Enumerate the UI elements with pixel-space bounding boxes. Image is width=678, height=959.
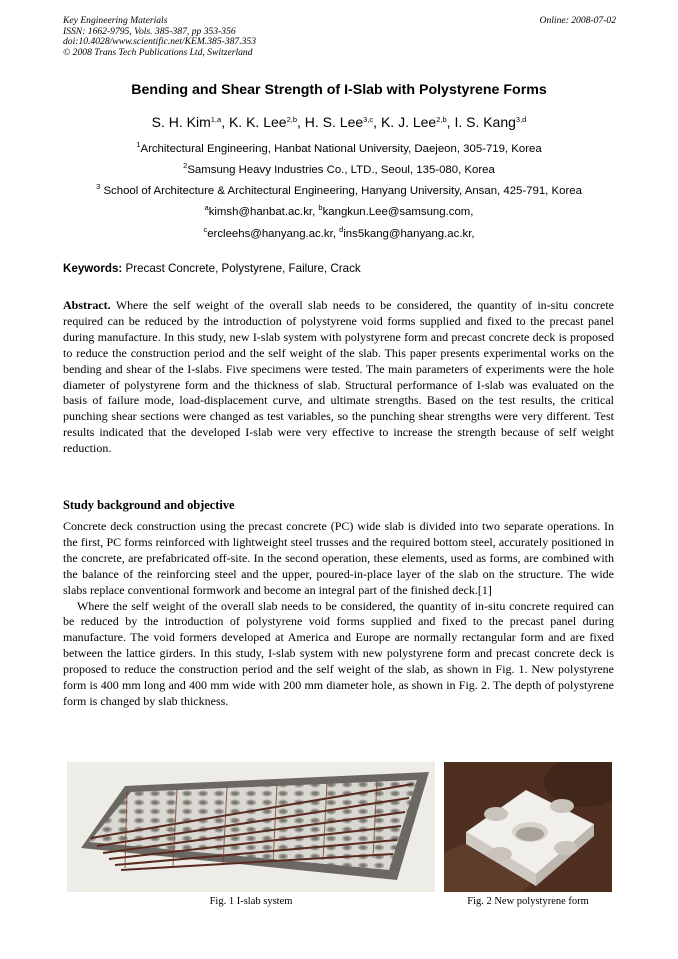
author-name: H. S. Lee [304,114,364,130]
email-address[interactable]: ercleehs@hanyang.ac.kr, [207,228,336,240]
email-line-2 [0,225,678,240]
author-name: I. S. Kang [454,114,516,130]
affiliation-2 [0,161,678,176]
figure-1-caption: Fig. 1 I-slab system [209,896,293,907]
author-sup: 3,d [515,115,527,124]
author-name: K. J. Lee [380,114,437,130]
abstract [63,298,614,457]
affiliation-text: School of Architecture & Architectural Engineering, Hanyang University, Ansan, 425-791, Korea [103,185,582,197]
affiliation-text: Architectural Engineering, Hanbat National University, Daejeon, 305-719, Korea [140,143,542,155]
affiliation-1 [0,140,678,155]
affiliation-sup: 2 [183,161,188,170]
body-paragraph: Concrete deck construction using the precast concrete (PC) wide slab is divided into two separate operations. In the first, PC forms reinforced with lightweight steel trusses and the required bottom steel, accurately positioned in the concrete, are prefabricated off-site. In the second operation, these elements, used as forms, are combined with the balance of the reinforcing steel and the upper, poured-in-place layer of the slab on the structure. The wide slabs replace conventional formwork and become an integral part of the finished deck.[1] [63,519,614,597]
online-date: Online: 2008-07-02 [539,15,616,26]
email-address[interactable]: ins5kang@hanyang.ac.kr, [343,228,475,240]
abstract-text: Where the self weight of the overall slab needs to be considered, the quantity of in-situ concrete required can be reduced by the introduction of polystyrene void forms supplied and fixed to the precast panel during manufacture. In this study, new I-slab system with polystyrene form and precast concrete deck is proposed to reduce the construction period and the self weight of the slab. This paper presents experimental works on the bending and shear of the I-slabs. Five specimens were tested. The main parameters of experiments were the hole diameter of polystyrene form and the thickness of slab. Structural performance of I-slab was evaluated on the basis of failure mode, load-displacement curve, and ultimate strengths. Based on the test results, the critical punching shear sections were changed as test variables, so the punching shear strengths were very different. Test results indicated that the developed I-slab were very effective to increase the strength because of self weight reduction. [63,298,614,456]
affiliation-sup: 1 [136,140,141,149]
email-sup: b [318,203,323,212]
email-address[interactable]: kangkun.Lee@samsung.com, [322,206,474,218]
abstract-label: Abstract. [63,298,111,312]
keywords-label: Keywords: [63,262,123,275]
journal-header [63,16,256,58]
polystyrene-form-photo [444,762,612,892]
body-paragraph: Where the self weight of the overall slab needs to be considered, the quantity of in-situ concrete required can be reduced by the introduction of polystyrene void forms supplied and fixed to the precast panel during manufacture. The void formers developed at America and Europe are normally rectangular form and are fixed between the lattice girders. In this study, I-slab system with new polystyrene form and precast concrete deck is proposed to reduce the construction period and the self weight of the slab, as shown in Fig. 1. New polystyrene form is 400 mm long and 400 mm wide with 200 mm diameter hole, as shown in Fig. 2. The depth of polystyrene form is changed by slab thickness. [63,598,614,708]
author-name: S. H. Kim [151,114,211,130]
author-name: K. K. Lee [228,114,287,130]
email-address[interactable]: kimsh@hanbat.ac.kr, [208,206,316,218]
affiliation-3 [0,182,678,197]
journal-name: Key Engineering Materials [63,15,168,26]
author-sup: 2,b [286,115,297,124]
section-heading: Study background and objective [63,498,235,512]
email-sup: d [339,225,344,234]
copyright-line: © 2008 Trans Tech Publications Ltd, Switzerland [63,46,253,58]
figure-2-image [444,762,612,892]
figure-2-caption: Fig. 2 New polystyrene form [467,896,589,907]
paper-title: Bending and Shear Strength of I-Slab with Polystyrene Forms [131,82,547,98]
author-sup: 1,a [210,115,222,124]
email-sup: a [204,203,209,212]
author-sup: 2,b [436,115,447,124]
i-slab-system-illustration [67,762,435,892]
doi-line: doi:10.4028/www.scientific.net/KEM.385-387.353 [63,36,257,47]
issn-line: ISSN: 1662-9795, Vols. 385-387, pp 353-356 [63,25,236,37]
author-list: S. H. Kim$^{1,a}$, K. K. Lee$^{2,b}$, H. S. Lee$^{3,c}$, K. J. Lee$^{2,b}$, I. S. Kang$^{3,d}$ [151,114,527,130]
keywords-text: Precast Concrete, Polystyrene, Failure, Crack [125,262,361,275]
section-body [63,519,614,710]
keywords [63,262,361,275]
author-sup: 3,c [363,115,374,124]
email-sup: c [203,225,208,234]
affiliation-sup: 3 [96,182,101,191]
email-line-1 [0,203,678,218]
affiliation-text: Samsung Heavy Industries Co., LTD., Seoul, 135-080, Korea [187,164,495,176]
figure-1-image [67,762,435,892]
